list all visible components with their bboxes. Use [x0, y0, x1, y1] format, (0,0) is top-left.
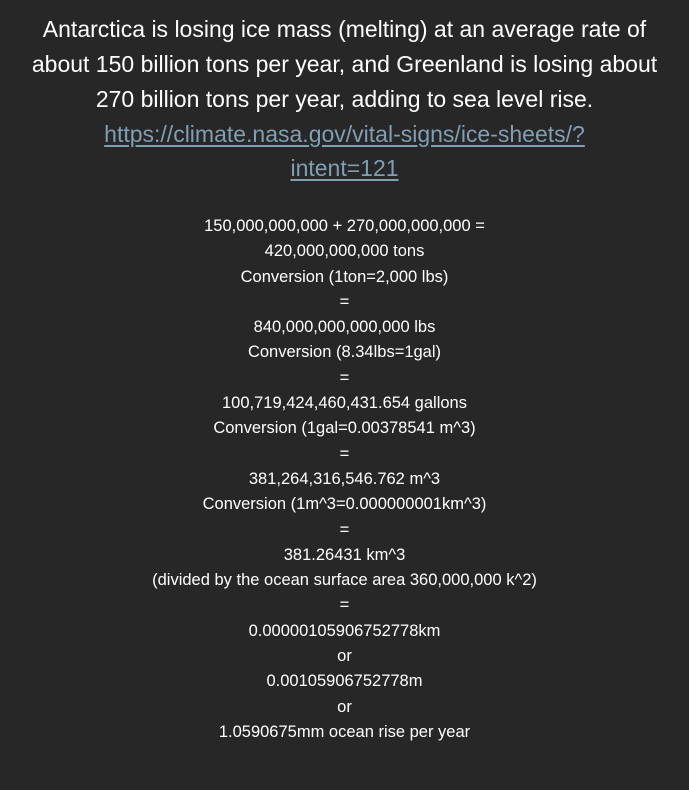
calc-line-equals: =: [339, 444, 350, 463]
source-link[interactable]: https://climate.nasa.gov/vital-signs/ice-sheets/?intent=121: [104, 121, 585, 181]
calc-line-conversion-m3: Conversion (1gal=0.00378541 m^3): [213, 419, 476, 438]
calc-line-conversion-lbs: Conversion (1ton=2,000 lbs): [240, 267, 449, 286]
calc-line-total-lbs: 840,000,000,000,000 lbs: [253, 318, 436, 337]
calc-line-or: or: [337, 647, 352, 666]
calc-line-equals: =: [339, 368, 350, 387]
calc-line-rise-mm: 1.0590675mm ocean rise per year: [218, 722, 471, 741]
calc-line-total-m3: 381,264,316,546.762 m^3: [248, 469, 441, 488]
calc-line-conversion-gal: Conversion (8.34lbs=1gal): [247, 343, 442, 362]
calc-line-total-gallons: 100,719,424,460,431.654 gallons: [222, 394, 467, 413]
calc-line-rise-km: 0.00000105906752778km: [248, 621, 441, 640]
calc-line-ocean-area: (divided by the ocean surface area 360,000,000 k^2): [152, 571, 537, 590]
intro-paragraph: Antarctica is losing ice mass (melting) at an average rate of about 150 billion tons per year, and Greenland is losing about 270 billion tons per year, adding to sea level rise.: [31, 16, 658, 112]
calculation-block: [14, 214, 675, 745]
calc-line-or: or: [337, 697, 352, 716]
calc-line-equals: =: [339, 520, 350, 539]
calc-line-rise-m: 0.00105906752778m: [266, 672, 423, 691]
calc-line-sum: 150,000,000,000 + 270,000,000,000 =: [204, 217, 485, 235]
calc-line-total-km3: 381.26431 km^3: [283, 545, 406, 564]
calc-line-conversion-km3: Conversion (1m^3=0.000000001km^3): [202, 495, 487, 514]
calc-line-equals: =: [339, 292, 350, 311]
calc-line-equals: =: [339, 596, 350, 615]
calc-line-total-tons: 420,000,000,000 tons: [264, 242, 425, 261]
